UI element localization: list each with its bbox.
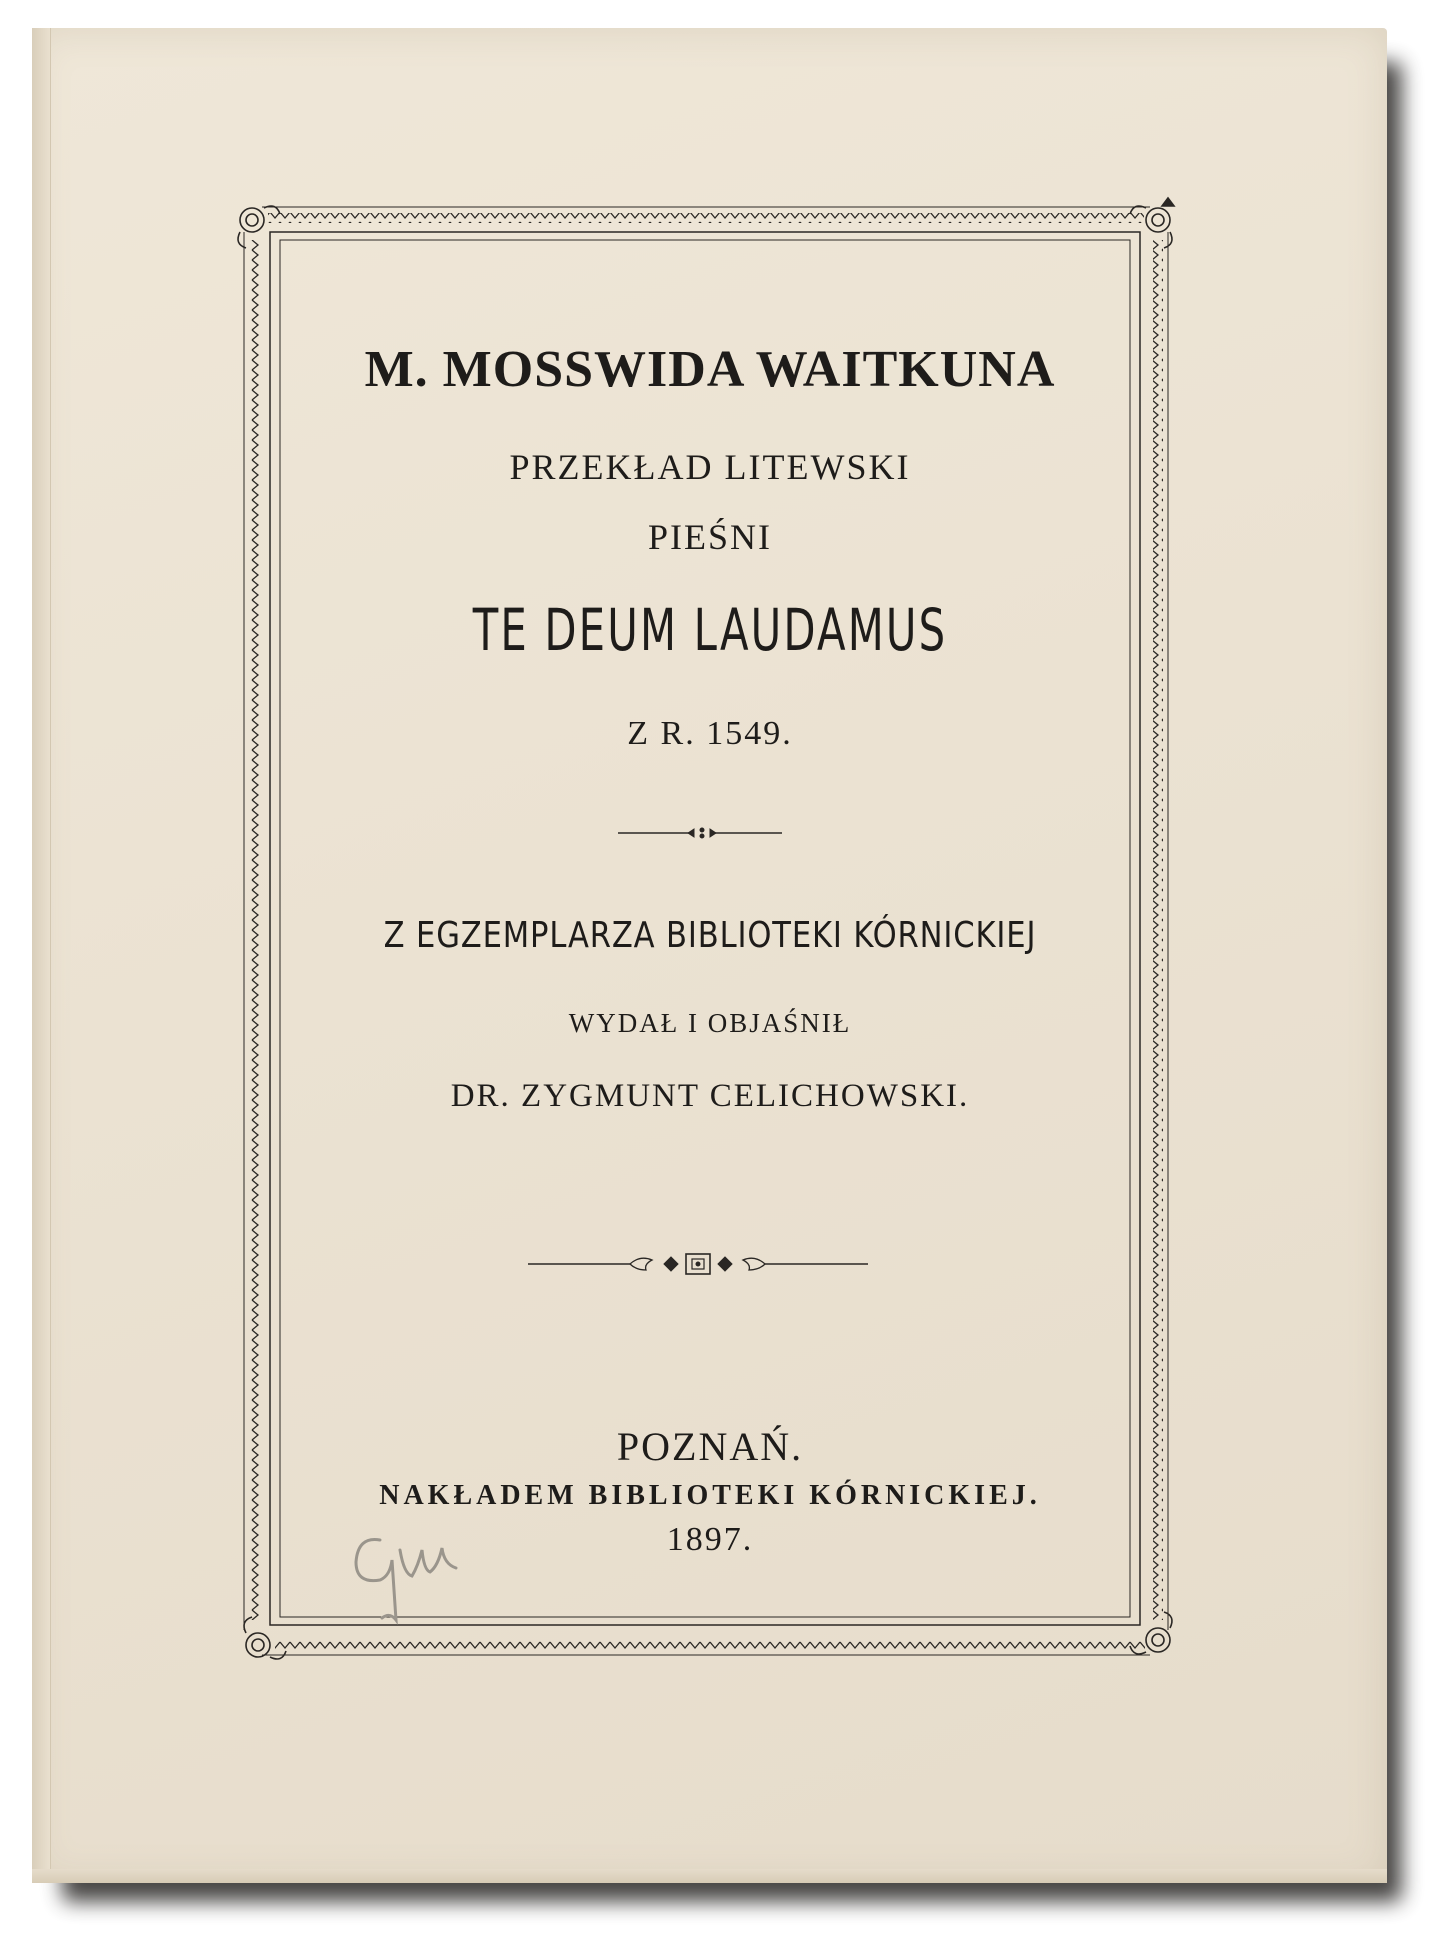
original-year: Z R. 1549. (627, 715, 793, 752)
book-title: M. MOSSWIDA WAITKUNA (364, 341, 1056, 398)
publisher-line: NAKŁADEM BIBLIOTEKI KÓRNICKIEJ. (379, 1480, 1041, 1511)
pencil-signature (340, 1520, 490, 1630)
ornamental-divider-icon (528, 1254, 868, 1274)
corner-ornament-bottom-left (244, 1617, 286, 1659)
hymn-title: TE DEUM LAUDAMUS (472, 596, 948, 664)
publication-city: POZNAŃ. (616, 1424, 804, 1469)
source-library-line: Z EGZEMPLARZA BIBLIOTEKI KÓRNICKIEJ (383, 915, 1037, 956)
subtitle-translation: PRZEKŁAD LITEWSKI (509, 447, 911, 487)
editor-name: DR. ZYGMUNT CELICHOWSKI. (450, 1078, 970, 1114)
edited-by-line: WYDAŁ I OBJAŚNIŁ (568, 1008, 852, 1038)
publication-year: 1897. (666, 1521, 754, 1558)
small-fleuron-divider-icon (618, 828, 782, 838)
subtitle-songs: PIEŚNI (647, 517, 772, 557)
